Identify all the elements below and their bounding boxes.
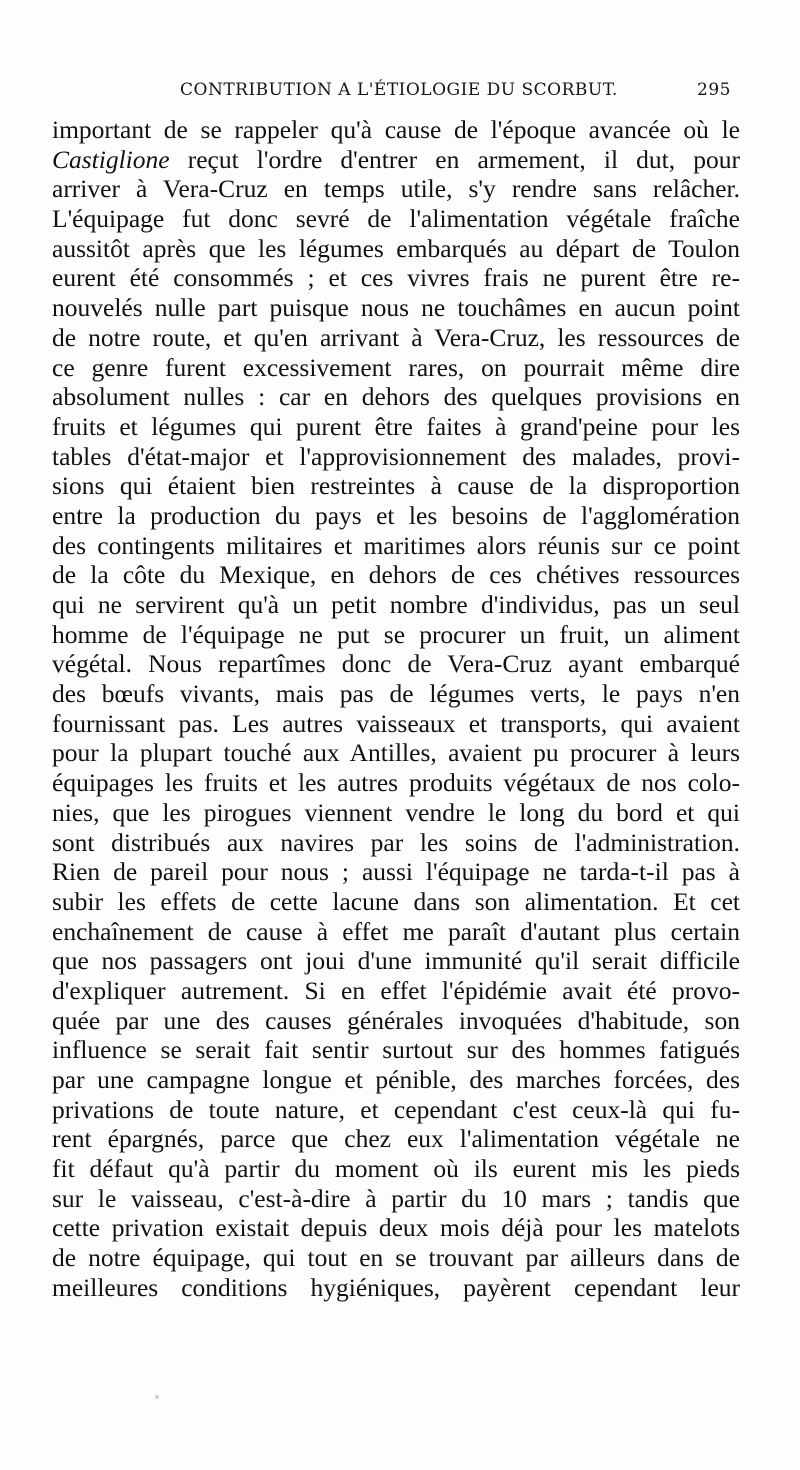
text-line: qui ne servirent qu'à un petit nombre d'individus, pas un seul — [52, 590, 740, 619]
text-line: de notre équipage, qui tout en se trouvant par ailleurs dans de — [52, 1243, 740, 1273]
text-line: sur le vaisseau, c'est-à-dire à partir du 10 mars ; tandis que — [52, 1183, 740, 1213]
text-line: fournissant pas. Les autres vaisseaux et transports, qui avaient — [52, 708, 740, 738]
text-line: quée par une des causes générales invoquées d'habitude, son — [52, 1005, 740, 1035]
text-line: ce genre furent excessivement rares, on pourrait même dire — [52, 352, 740, 382]
text-line: enchaînement de cause à effet me paraît d'autant plus certain — [52, 916, 740, 946]
text-line: subir les effets de cette lacune dans son alimentation. Et cet — [52, 886, 740, 916]
text-line: L'équipage fut donc sevré de l'alimentation végétale fraîche — [52, 204, 740, 234]
ship-name: Castiglione — [52, 144, 170, 174]
text-line-rest: reçut l'ordre d'entrer en armement, il dut, pour — [169, 144, 740, 174]
text-line: équipages les fruits et les autres produits végétaux de nos colo- — [52, 768, 740, 798]
text-line: des contingents militaires et maritimes alors réunis sur ce point — [52, 530, 740, 560]
text-line: de la côte du Mexique, en dehors de ces chétives ressources — [52, 560, 740, 590]
text-line: Rien de pareil pour nous ; aussi l'équipage ne tarda-t-il pas à — [52, 857, 740, 887]
page-header — [160, 80, 745, 110]
text-line: des bœufs vivants, mais pas de légumes verts, le pays n'en — [52, 679, 740, 709]
text-line: végétal. Nous repartîmes donc de Vera-Cruz ayant embarqué — [52, 649, 740, 679]
text-line: aussitôt après que les légumes embarqués au départ de Toulon — [52, 233, 740, 263]
text-line: privations de toute nature, et cependant c'est ceux-là qui fu- — [52, 1094, 740, 1124]
text-line: cette privation existait depuis deux mois déjà pour les matelots — [52, 1213, 740, 1243]
text-line: homme de l'équipage ne put se procurer un fruit, un aliment — [52, 619, 740, 649]
scan-speck — [155, 1395, 159, 1399]
text-line: nies, que les pirogues viennent vendre le long du bord et qui — [52, 797, 740, 827]
text-line: eurent été consommés ; et ces vivres frais ne purent être re- — [52, 263, 740, 293]
text-line: tables d'état-major et l'approvisionnement des malades, provi- — [52, 441, 740, 471]
text-line: fruits et légumes qui purent être faites à grand'peine pour les — [52, 411, 740, 441]
running-title: CONTRIBUTION A L'ÉTIOLOGIE DU SCORBUT. — [180, 80, 618, 100]
text-line: influence se serait fait sentir surtout sur des hommes fatigués — [52, 1035, 740, 1065]
text-line: meilleures conditions hygiéniques, payèrent cependant leur — [52, 1272, 740, 1302]
text-line: de notre route, et qu'en arrivant à Vera-Cruz, les ressources de — [52, 322, 740, 352]
text-line: d'expliquer autrement. Si en effet l'épidémie avait été provo- — [52, 975, 740, 1005]
text-line: important de se rappeler qu'à cause de l'époque avancée où le — [52, 115, 740, 144]
text-line: sions qui étaient bien restreintes à cause de la disproportion — [52, 471, 740, 501]
text-line: que nos passagers ont joui d'une immunité qu'il serait difficile — [52, 946, 740, 976]
text-line: pour la plupart touché aux Antilles, avaient pu procurer à leurs — [52, 738, 740, 768]
text-line: fit défaut qu'à partir du moment où ils eurent mis les pieds — [52, 1154, 740, 1184]
text-line: absolument nulles : car en dehors des quelques provisions en — [52, 382, 740, 412]
text-line — [52, 145, 740, 175]
text-line: nouvelés nulle part puisque nous ne touchâmes en aucun point — [52, 293, 740, 323]
body-text — [52, 115, 740, 1303]
text-line: arriver à Vera-Cruz en temps utile, s'y rendre sans relâcher. — [52, 174, 740, 204]
page-number: 295 — [697, 80, 731, 100]
text-line: sont distribués aux navires par les soins de l'administration. — [52, 827, 740, 857]
text-line: rent épargnés, parce que chez eux l'alimentation végétale ne — [52, 1124, 740, 1154]
text-line: par une campagne longue et pénible, des marches forcées, des — [52, 1065, 740, 1094]
text-line: entre la production du pays et les besoins de l'agglomération — [52, 500, 740, 530]
